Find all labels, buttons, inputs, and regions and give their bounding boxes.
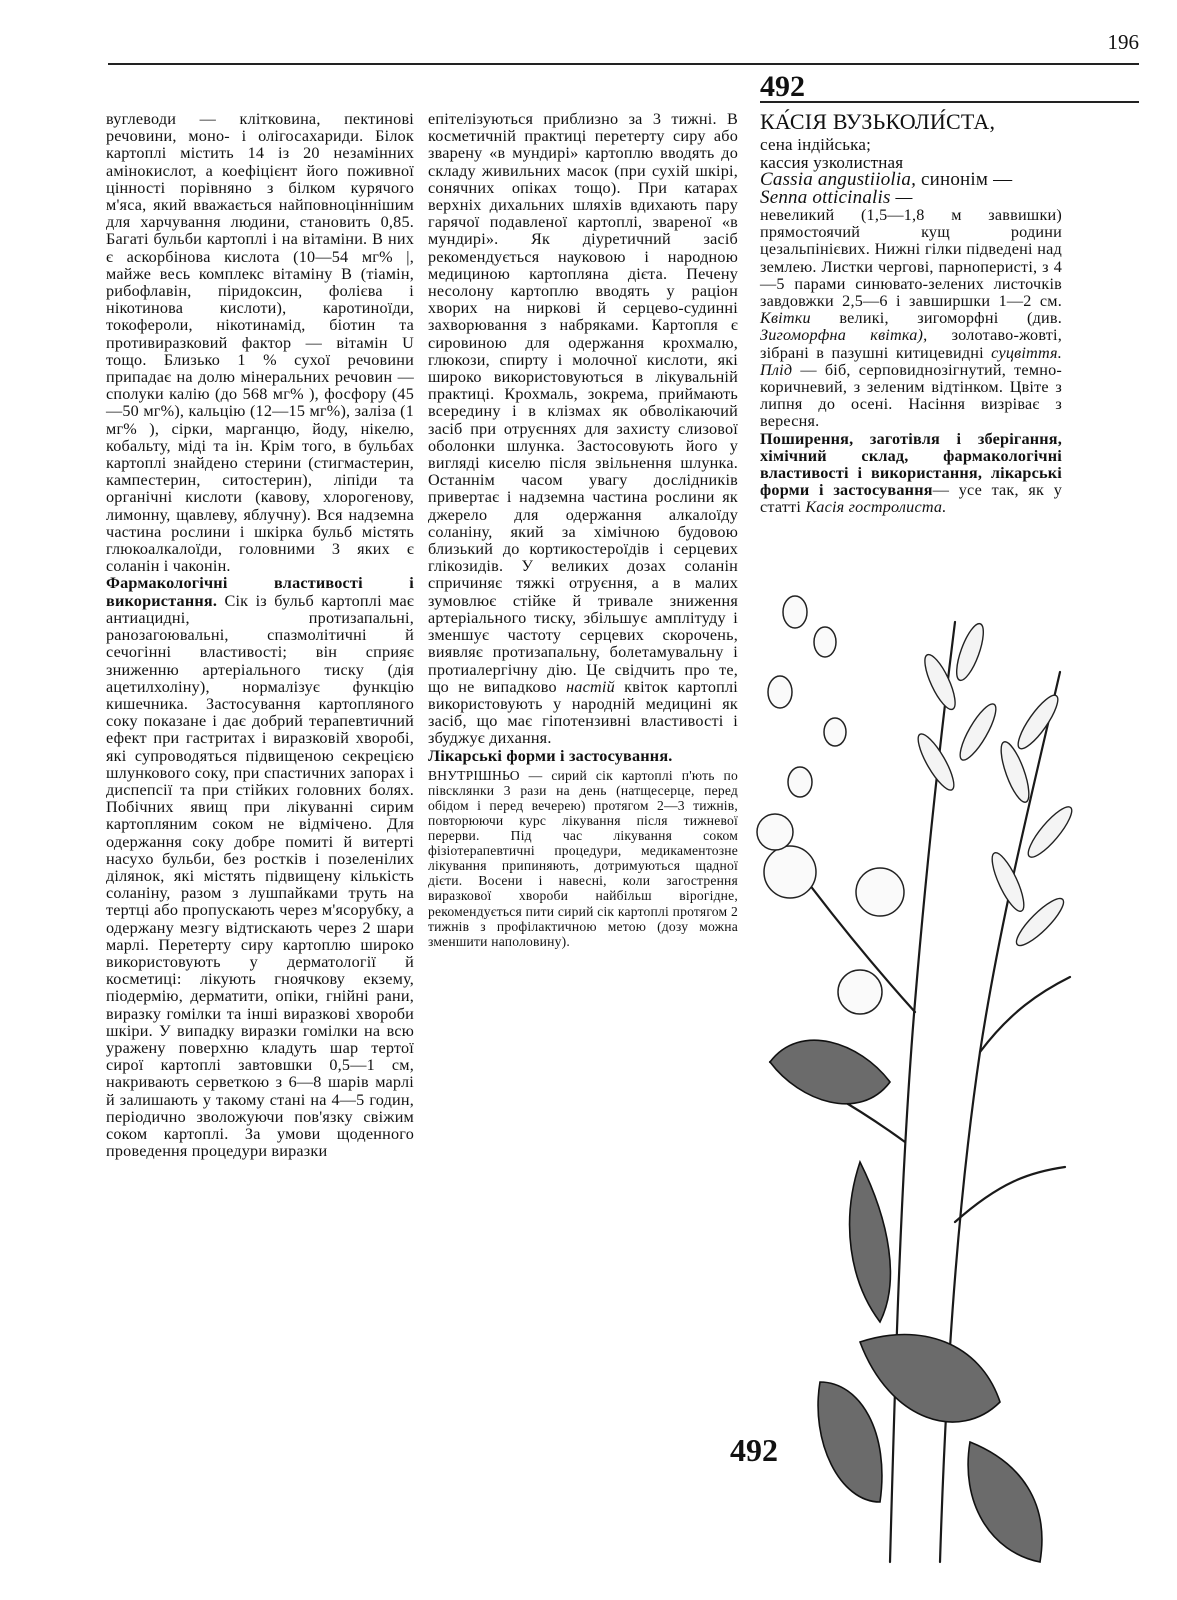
italic-term: настій	[566, 677, 615, 696]
heading-dosage-forms: Лікарські форми і застосування.	[428, 746, 673, 765]
text-continued: епітелізуються приблизно за 3 тижні. В косметичній практиці перетерту сиру або зварену «в мундирі» картоплю вводять до складу живильних масок (при сухій шкірі, сонячних опіках тощо). При катарах верхніх дихальних шляхів вдихають пару гарячої подавленої картоплі, звареної «в мундирі». Як діуретичний засіб рекомендується науковою і народною медициною картопляна дієта. Печену несолону картоплю вводять у раціон хворих на ниркові й серцево-судинні захворювання з набряками. Картопля є сировиною для одержання крохмалю, глюкози, спирту і молочної кислоти, які широко використовуються в лікувальній практиці. Крохмаль, зокрема, приймають всередину і в клізмах як обволікаючий засіб при отруєннях для захисту слизової оболонки шлунка. Застосовують його у вигляді киселю після звільнення шлунка. Останнім часом увагу дослідників привертає і надземна частина рослини як джерело для одержання алкалоїду соланіну, який за хімічною будовою близький до кортикостероїдів і серцевих глікозидів. У великих дозах соланін спричиняє тяжкі отруєння, а в малих зумовлює стійке й тривале зниження артеріального тиску, збільшує амплітуду і зменшує частоту серцевих скорочень, виявляє протизапальну, болетамувальну і протиалергічну дію. Це свідчить про те, що не випадково	[428, 110, 738, 696]
reference-link: Касія гостролиста.	[805, 498, 947, 517]
desc-1: невеликий (1,5—1,8 м заввишки) прямостоячий кущ родини цезальпінієвих. Нижні гілки підведені над землею. Листки чергові, парноперисті, з 4—5 парами синювато-зелених листочків завдовжки 2,5—6 і завширшки 1—2 см.	[760, 206, 1062, 311]
desc-italic-1: Квітки	[760, 309, 811, 328]
heading-pharmacology: Фармакологічні властивості і використання.	[106, 574, 414, 610]
entry-title: КА́СІЯ ВУЗЬКОЛИ́СТА,	[760, 109, 996, 134]
paragraph-continued	[428, 111, 738, 748]
entry-latin-2	[760, 189, 1062, 207]
entry-synonym-ru: кассия узколистная	[760, 152, 904, 172]
reference-text: — усе так, як у статті	[760, 481, 1062, 517]
page-number: 196	[1107, 30, 1139, 54]
column-right	[760, 111, 1062, 517]
column-left	[106, 111, 414, 1160]
paragraph-dosage: ВНУТРІШНЬО — сирий сік картоплі п'ють по півсклянки 3 рази на день (натщесерце, перед обідом і перед вечерею) протягом 2—3 тижнів, повторюючи курс лікування після тижневої перерви. Під час лікування соком фізіотерапевтичні процедури, медикаментозне лікування припиняють, дотримуються щадної дієти. Восени і навесні, коли загострення виразкової хвороби найбільш вірогідне, рекомендується пити сирий сік картоплі протягом 2 тижнів з профілактичною метою (дозу можна зменшити наполовину).	[428, 767, 738, 949]
entry-rule	[760, 101, 1139, 103]
desc-italic-2: Зигоморфна квітка),	[760, 326, 928, 345]
entry-synonym-ua: сена індійська;	[760, 135, 872, 154]
latin-synonym: Senna otticinalis —	[760, 187, 913, 208]
latin-name: Cassia angustiiolia,	[760, 169, 917, 190]
paragraph-reference	[760, 431, 1062, 517]
column-middle	[428, 111, 738, 949]
heading-reference: Поширення, заготівля і зберігання, хімічний склад, фармакологічні властивості і використання, лікарські форми і застосування	[760, 429, 1062, 500]
plant-illustration	[740, 582, 1080, 1582]
paragraph-composition: вуглеводи — клітковина, пектинові речовини, моно- і олігосахариди. Білок картоплі містить 14 із 20 незамінних амінокислот, а коефіцієнт його поживної цінності порівняно з білком курячого м'яса, який вважається найповноціннішим для харчування людини, становить 0,85. Багаті бульби картоплі і на вітаміни. В них є аскорбінова кислота (10—54 мг% |, майже весь комплекс вітаміну В (тіамін, рибофлавін, піридоксин, фолієва і нікотинова кислоти), каротиноїди, токофероли, нікотинамід, біотин та противиразковий фактор — вітамін U тощо. Близько 1 % сухої речовини припадає на долю мінеральних речовин — сполуки калію (до 568 мг% ), фосфору (45—50 мг%), кальцію (12—15 мг%), заліза (1 мг% ), сірки, марганцю, йоду, нікелю, кобальту, міді та ін. Крім того, в бульбах картоплі знайдено стерини (стигмастерин, кампестерин, ситостерин), ліпіди та органічні кислоти (кавову, хлорогенову, лимонну, щавлеву, яблучну). Вся надземна частина рослини і шкірка бульб містять глюкоалкалоїди, головними 3 яких є соланін і чаконін.	[106, 110, 414, 576]
latin-joiner: синонім —	[916, 169, 1013, 190]
paragraph-description	[760, 207, 1062, 431]
desc-3: золотаво-жовті, зібрані в пазушні китицевидні	[760, 326, 1062, 362]
desc-italic-3: суцвіття. Плід	[760, 343, 1062, 379]
text-pharmacology: Сік із бульб картоплі має антиацидні, протизапальні, ранозагоювальні, спазмолітичні й сечогінні властивості; він сприяє зниженню артеріального тиску (дія ацетилхоліну), нормалізує функцію кишечника. Застосування картопляного соку показане і дає добрий терапевтичний ефект при гастритах і виразковій хворобі, які супроводяться підвищеною секрецією шлункового соку, при спастичних запорах і диспепсії та при стійких головних болях. Побічних явищ при лікуванні сирим картопляним соком не відмічено. Для одержання соку добре помиті й витерті насухо бульби, без ростків і позеленілих ділянок, які містять підвищену кількість соланіну, разом з лушпайками труть на тертці або пропускають через м'ясорубку, а одержану мезгу відтискають через 2 шари марлі. Перетерту сиру картоплю широко використовують у дерматології й косметиці: лікують гноячкову екзему, піодермію, дерматити, опіки, гнійні рани, виразку гомілки та інші виразкові хвороби шкіри. У випадку виразки гомілки на всю уражену поверхню кладуть шар тертої сирої картоплі завтовшки 0,5—1 см, накривають серветкою з 6—8 шарів марлі й залишають у такому стані на 4—5 годин, періодично зволожуючи пов'язку свіжим соком картоплі. За умови щоденного проведення процедури виразки	[106, 591, 414, 1161]
paragraph-pharmacology	[106, 575, 414, 1160]
entry-number: 492	[760, 70, 805, 103]
text-continued-end: квіток картоплі використовують у народній медицині як засіб, що має гіпотензивні властивості і збуджує дихання.	[428, 677, 738, 748]
plate-label: 492	[730, 1432, 778, 1468]
header-rule	[108, 63, 1139, 65]
desc-2: великі, зигоморфні (див.	[810, 309, 1062, 328]
desc-4: — біб, серповиднозігнутий, темно-коричневий, з зеленим відтінком. Цвіте з липня до осені. Насіння визріває з вересня.	[760, 360, 1062, 431]
